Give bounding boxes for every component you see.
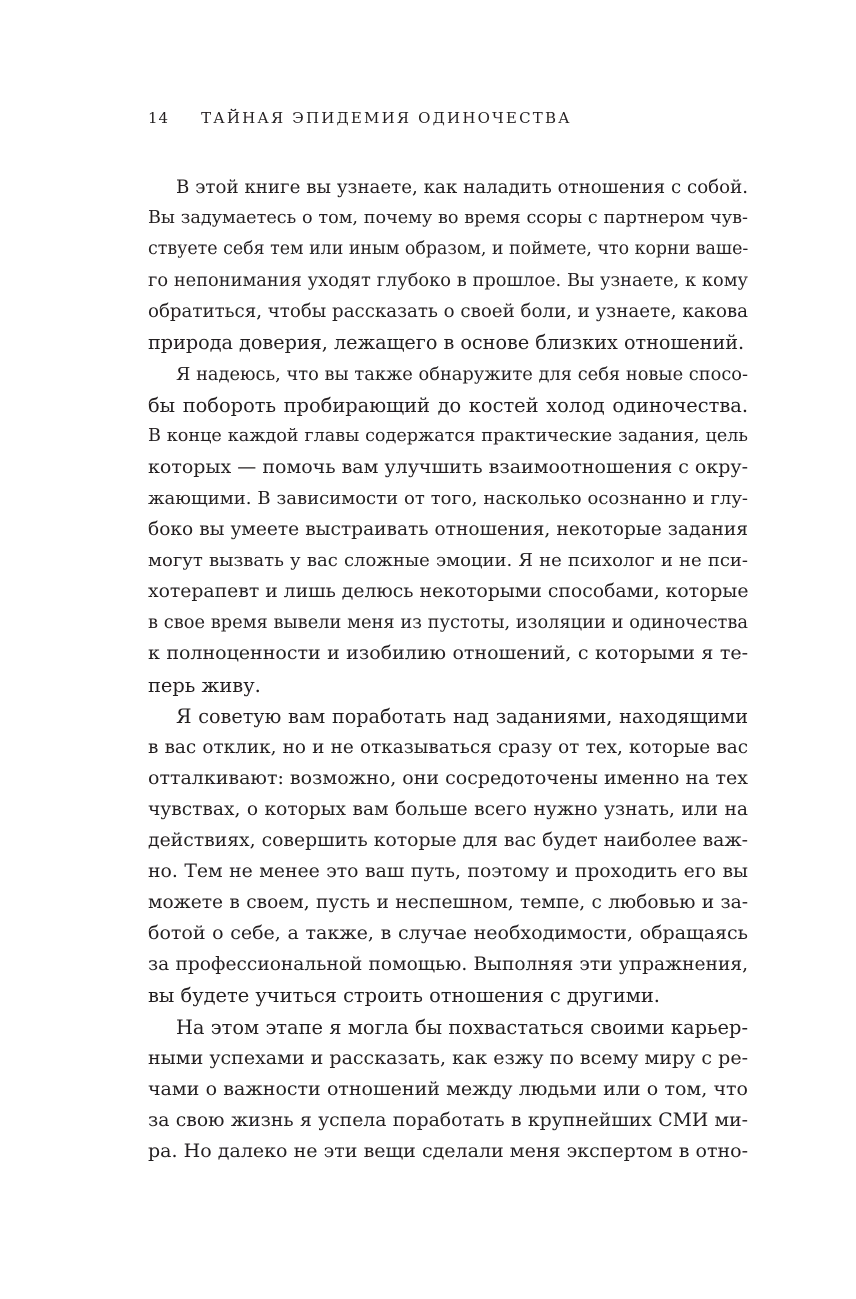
body-text	[148, 172, 748, 1167]
text-line: В конце каждой главы содержатся практические задания, цель	[148, 425, 748, 446]
text-line: боко вы умеете выстраивать отношения, некоторые задания	[148, 519, 748, 541]
text-line: жающими. В зависимости от того, насколько осознанно и глу-	[148, 487, 748, 509]
text-line: вы будете учиться строить отношения с другими.	[148, 984, 660, 1008]
text-line: могут вызвать у вас сложные эмоции. Я не психолог и не пси-	[148, 550, 748, 572]
text-line: действиях, совершить которые для вас будет наиболее важ-	[148, 829, 748, 851]
text-line: чами о важности отношений между людьми или о том, что	[148, 1077, 748, 1100]
text-line: В этой книге вы узнаете, как наладить отношения с собой.	[176, 177, 748, 198]
text-line: ными успехами и рассказать, как езжу по всему миру с ре-	[148, 1046, 748, 1069]
text-line: го непонимания уходят глубоко в прошлое. Вы узнаете, к кому	[148, 270, 748, 292]
text-line: но. Тем не менее это ваш путь, поэтому и проходить его вы	[148, 861, 748, 883]
text-line: можете в своем, пусть и неспешном, темпе, с любовью и за-	[148, 892, 748, 914]
text-line: ствуете себя тем или иным образом, и поймете, что корни ваше-	[148, 239, 749, 260]
paragraph-2	[148, 359, 748, 701]
text-line: природа доверия, лежащего в основе близких отношений.	[148, 331, 745, 355]
book-title: ТАЙНАЯ ЭПИДЕМИЯ ОДИНОЧЕСТВА	[201, 109, 572, 127]
text-line: за свою жизнь я успела поработать в крупнейших СМИ ми-	[148, 1109, 748, 1131]
paragraph-1	[148, 172, 748, 359]
text-line: хотерапевт и лишь делюсь некоторыми способами, которые	[148, 581, 749, 603]
text-line: Я советую вам поработать над заданиями, находящими	[176, 704, 748, 728]
paragraph-4	[148, 1012, 748, 1167]
text-line: перь живу.	[148, 673, 261, 697]
text-line: ботой о себе, а также, в случае необходимости, обращаясь	[148, 922, 748, 945]
text-line: чувствах, о которых вам больше всего нужно узнать, или на	[148, 798, 748, 820]
text-line: Вы задумаетесь о том, почему во время ссоры с партнером чув-	[148, 208, 748, 229]
page-number: 14	[148, 109, 170, 127]
text-line: отталкивают: возможно, они сосредоточены именно на тех	[148, 766, 748, 789]
text-line: в вас отклик, но и не отказываться сразу от тех, которые вас	[148, 736, 748, 758]
text-line: в свое время вывели меня из пустоты, изоляции и одиночества	[148, 612, 748, 634]
text-line: На этом этапе я могла бы похвастаться своими карьер-	[176, 1015, 748, 1039]
text-line: Я надеюсь, что вы также обнаружите для себя новые спосо-	[176, 363, 748, 385]
paragraph-3	[148, 701, 748, 1012]
text-line: ра. Но далеко не эти вещи сделали меня экспертом в отно-	[148, 1139, 748, 1162]
text-line: за профессиональной помощью. Выполняя эти упражнения,	[148, 954, 748, 976]
text-line: обратиться, чтобы рассказать о своей боли, и узнаете, какова	[148, 301, 748, 323]
text-line: к полноценности и изобилию отношений, с которыми я те-	[148, 642, 748, 665]
running-header	[148, 106, 572, 130]
text-line: бы побороть пробирающий до костей холод одиночества.	[148, 393, 748, 417]
text-line: которых — помочь вам улучшить взаимоотношения с окру-	[148, 455, 749, 478]
